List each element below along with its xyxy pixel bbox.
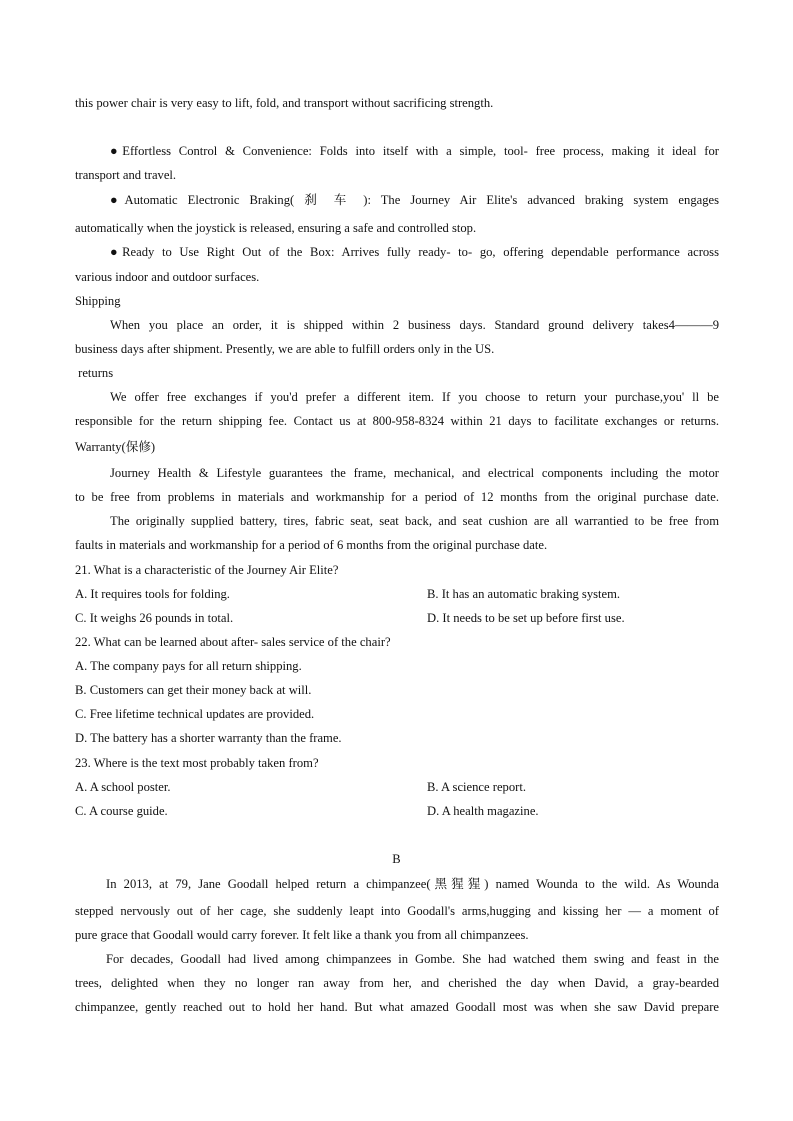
returns-heading: returns	[75, 366, 114, 380]
section-b-label: B	[392, 852, 401, 866]
section-b-p2-line-2: trees, delighted when they no longer ran away from her, and cherished the day when David, a gray-bearded	[75, 976, 719, 990]
shipping-line-1: When you place an order, it is shipped within 2 business days. Standard ground delivery takes4———9	[110, 318, 719, 332]
feature-3-line-1: ●Ready to Use Right Out of the Box: Arrives fully ready- to- go, offering dependable performance across	[110, 245, 719, 259]
question-21-option-b: B. It has an automatic braking system.	[427, 587, 621, 601]
question-23-option-c: C. A course guide.	[75, 804, 168, 818]
section-b-p2-line-3: chimpanzee, gently reached out to hold her hand. But what amazed Goodall most was when she saw David prepare	[75, 1000, 719, 1014]
question-23-option-d: D. A health magazine.	[427, 804, 539, 818]
section-b-p1-line-2: stepped nervously out of her cage, she suddenly leapt into Goodall's arms,hugging and kissing her — a moment of	[75, 904, 719, 918]
feature-2-line-2: automatically when the joystick is released, ensuring a safe and controlled stop.	[75, 221, 477, 235]
question-22-stem: 22. What can be learned about after- sales service of the chair?	[75, 635, 391, 649]
warranty-heading: Warranty(保修)	[75, 440, 156, 454]
question-23-stem: 23. Where is the text most probably taken from?	[75, 756, 319, 770]
shipping-heading: Shipping	[75, 294, 121, 308]
question-22-option-d: D. The battery has a shorter warranty than the frame.	[75, 731, 342, 745]
question-22-option-c: C. Free lifetime technical updates are provided.	[75, 707, 315, 721]
feature-1-line-1: ●Effortless Control & Convenience: Folds into itself with a simple, tool- free process, making it ideal for	[110, 144, 719, 158]
returns-line-1: We offer free exchanges if you'd prefer a different item. If you choose to return your purchase,you' ll be	[110, 390, 719, 404]
section-b-p1-line-3: pure grace that Goodall would carry forever. It felt like a thank you from all chimpanzees.	[75, 928, 529, 942]
question-21-option-c: C. It weighs 26 pounds in total.	[75, 611, 234, 625]
feature-1-line-2: transport and travel.	[75, 168, 177, 182]
warranty-p1-line-1: Journey Health & Lifestyle guarantees the frame, mechanical, and electrical components including the motor	[110, 466, 719, 480]
section-b-p2-line-1: For decades, Goodall had lived among chimpanzees in Gombe. She had watched them swing and feast in the	[106, 952, 719, 966]
question-21-stem: 21. What is a characteristic of the Journey Air Elite?	[75, 563, 339, 577]
question-22-option-a: A. The company pays for all return shipping.	[75, 659, 302, 673]
question-22-option-b: B. Customers can get their money back at will.	[75, 683, 312, 697]
intro-tail-line: this power chair is very easy to lift, fold, and transport without sacrificing strength.	[75, 96, 494, 110]
question-21-option-a: A. It requires tools for folding.	[75, 587, 230, 601]
question-21-option-d: D. It needs to be set up before first use.	[427, 611, 625, 625]
feature-3-line-2: various indoor and outdoor surfaces.	[75, 270, 260, 284]
feature-2-line-1: ●Automatic Electronic Braking( 刹 车 ): The Journey Air Elite's advanced braking system engages	[110, 193, 719, 207]
returns-line-2: responsible for the return shipping fee. Contact us at 800-958-8324 within 21 days to facilitate exchanges or returns.	[75, 414, 719, 428]
warranty-p2-line-2: faults in materials and workmanship for a period of 6 months from the original purchase date.	[75, 538, 548, 552]
warranty-p2-line-1: The originally supplied battery, tires, fabric seat, seat back, and seat cushion are all warrantied to be free from	[110, 514, 719, 528]
warranty-p1-line-2: to be free from problems in materials and workmanship for a period of 12 months from the original purchase date.	[75, 490, 719, 504]
question-23-option-a: A. A school poster.	[75, 780, 171, 794]
shipping-line-2: business days after shipment. Presently, we are able to fulfill orders only in the US.	[75, 342, 495, 356]
section-b-p1-line-1: In 2013, at 79, Jane Goodall helped return a chimpanzee(黑猩猩) named Wounda to the wild. As Wounda	[106, 877, 719, 891]
question-23-option-b: B. A science report.	[427, 780, 526, 794]
